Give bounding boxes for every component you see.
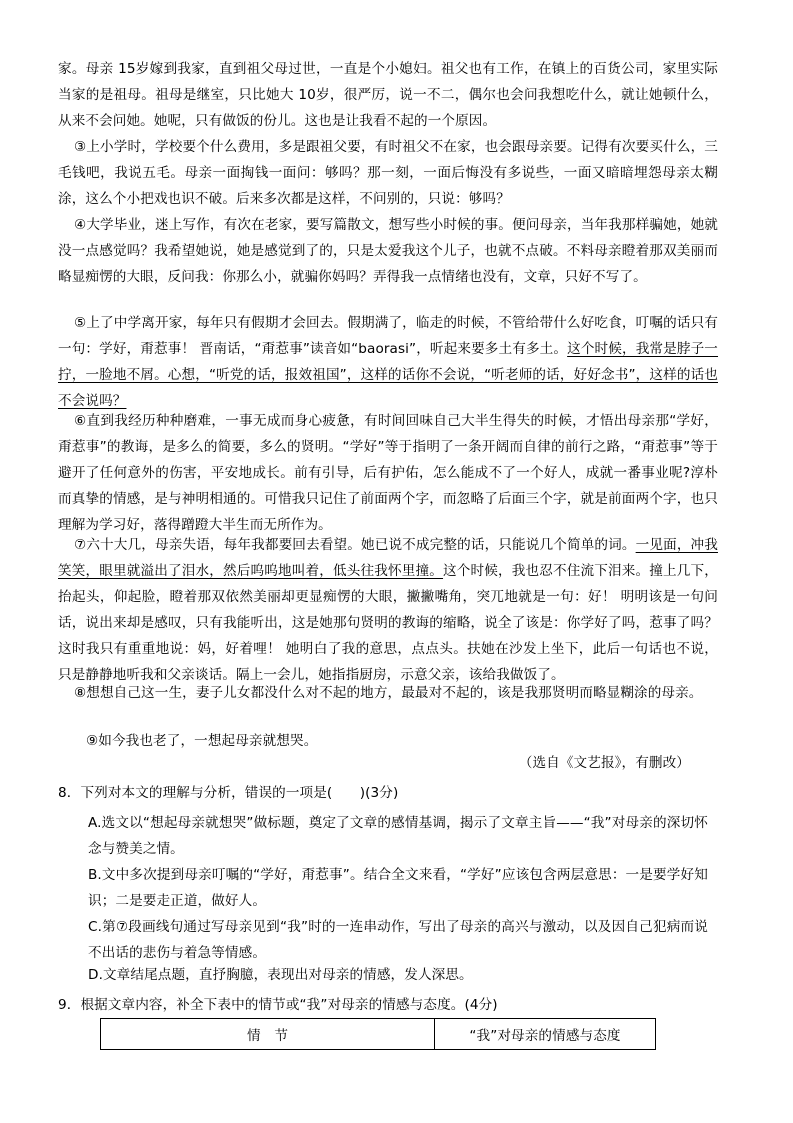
paragraph-text: ⑨如今我也老了，一想起母亲就想哭。 bbox=[86, 733, 318, 749]
underlined-sentence: 一见面，冲我笑笑，眼里就溢出了泪水，然后呜呜地叫着，低头往我怀里撞。 bbox=[58, 537, 718, 579]
paragraph-text: ③上小学时，学校要个什么费用，多是跟祖父要，有时祖父不在家，也会跟母亲要。记得有次要买什么，三毛钱吧，我说五毛。母亲一面掏钱一面问：够吗？那一刻，一面后悔没有多说些，一面又暗暗埋怨母亲太糊涂，这么个小把戏也识不破。后来多次都是这样，不问别的，只说：够吗？ bbox=[58, 139, 718, 207]
paragraph-text: 家。母亲 15岁嫁到我家，直到祖父母过世，一直是个小媳妇。祖父也有工作，在镇上的百货公司，家里实际当家的是祖母。祖母是继室，只比她大 10岁，很严厉，说一不二，偶尔也会问我想吃什么，就让她顿什么，从来不会问她。她呢，只有做饭的份儿。这也是让我看不起的一个原因。 bbox=[58, 61, 718, 129]
paragraph-4 bbox=[58, 212, 718, 290]
question-8-option-d: D.文章结尾点题，直抒胸臆，表现出对母亲的情感，发人深思。 bbox=[88, 967, 473, 983]
paragraph-text: ⑥直到我经历种种磨难，一事无成而身心疲惫，有时间回味自己大半生得失的时候，才悟出母亲那“学好，甭惹事”的教诲，是多么的简要，多么的贤明。“学好”等于指明了一条开阔而自律的前行之路，“甭惹事”等于避开了任何意外的伤害，平安地成长。前有引导，后有护佑，怎么能成不了一个好人，成就一番事业呢?淳朴而真挚的情感，是与神明相通的。可惜我只记住了前面两个字，而忽略了后面三个字，就是前面两个字，也只理解为学习好，落得蹭蹬大半生而无所作为。 bbox=[58, 413, 718, 533]
question-8-option-c: C.第⑦段画线句通过写母亲见到“我”时的一连串动作，写出了母亲的高兴与激动，以及因自己犯病而说不出话的悲伤与着急等情感。 bbox=[88, 919, 708, 961]
paragraph-5 bbox=[58, 310, 718, 414]
paragraph-8 bbox=[58, 680, 718, 706]
paragraph-6 bbox=[58, 408, 718, 538]
question-8-option-a: A.选文以“想起母亲就想哭”做标题，奠定了文章的感情基调，揭示了文章主旨——“我”对母亲的深切怀念与赞美之情。 bbox=[88, 815, 708, 857]
underlined-sentence: 这个时候，我常是脖子一拧，一脸地不屑。心想，“听党的话，报效祖国”，这样的话你不会说，“听老师的话，好好念书”，这样的话也不会说吗？ bbox=[58, 341, 719, 409]
question-9-stem: 9．根据文章内容，补全下表中的情节或“我”对母亲的情感与态度。(4分) bbox=[58, 997, 498, 1013]
question-9-table bbox=[100, 1018, 656, 1050]
paragraph-text: ④大学毕业，迷上写作，有次在老家，要写篇散文，想写些小时候的事。便问母亲，当年我那样骗她，她就没一点感觉吗？我希望她说，她是感觉到了的，只是太爱我这个儿子，也就不点破。不料母亲瞪着那双美丽而略显痴愣的大眼，反问我：你那么小，就骗你妈吗？弄得我一点情绪也没有，文章，只好不写了。 bbox=[58, 217, 718, 285]
paragraph-text: ⑤上了中学离开家，每年只有假期才会回去。假期满了，临走的时候，不管给带什么好吃食，叮嘱的话只有一句：学好，甭惹事！ 晋南话，“甭惹事”读音如“baorasi”，听起来要多土有多土。 bbox=[58, 315, 718, 357]
question-8-stem: 8．下列对本文的理解与分析，错误的一项是( )(3分) bbox=[58, 785, 399, 801]
table-header-row bbox=[101, 1019, 656, 1050]
source-citation: （选自《文艺报》，有删改） bbox=[518, 755, 690, 771]
question-8-option-b: B.文中多次提到母亲叮嘱的“学好，甭惹事”。结合全文来看，“学好”应该包含两层意思：一是要学好知识；二是要走正道，做好人。 bbox=[88, 867, 708, 909]
table-header-feeling: “我”对母亲的情感与态度 bbox=[435, 1019, 656, 1050]
paragraph-7 bbox=[58, 532, 718, 688]
paragraph-intro bbox=[58, 56, 718, 134]
paragraph-text: ⑧想想自己这一生，妻子儿女都没什么对不起的地方，最最对不起的，该是我那贤明而略显糊涂的母亲。 bbox=[74, 685, 703, 701]
table-header-plot: 情 节 bbox=[101, 1019, 435, 1050]
paragraph-text: ⑦六十大几，母亲失语，每年我都要回去看望。她已说不成完整的话，只能说几个简单的词。 bbox=[74, 537, 636, 553]
paragraph-text: 这个时候，我也忍不住流下泪来。撞上几下，抬起头，仰起脸，瞪着那双依然美丽却更显痴愣的大眼，撇撇嘴角，突兀地就是一句：好！ 明明该是一句问话，说出来却是感叹，只有我能听出，这是她那句贤明的教诲的缩略，说全了该是：你学好了吗，惹事了吗？这时我只有重重地说：妈，好着哩！ 她明白了我的意思，点点头。扶她在沙发上坐下，此后一句话也不说，只是静静地听我和父亲谈话。隔上一会儿，她指指厨房，示意父亲，该给我做饭了。 bbox=[58, 563, 718, 683]
paragraph-3 bbox=[58, 134, 718, 212]
